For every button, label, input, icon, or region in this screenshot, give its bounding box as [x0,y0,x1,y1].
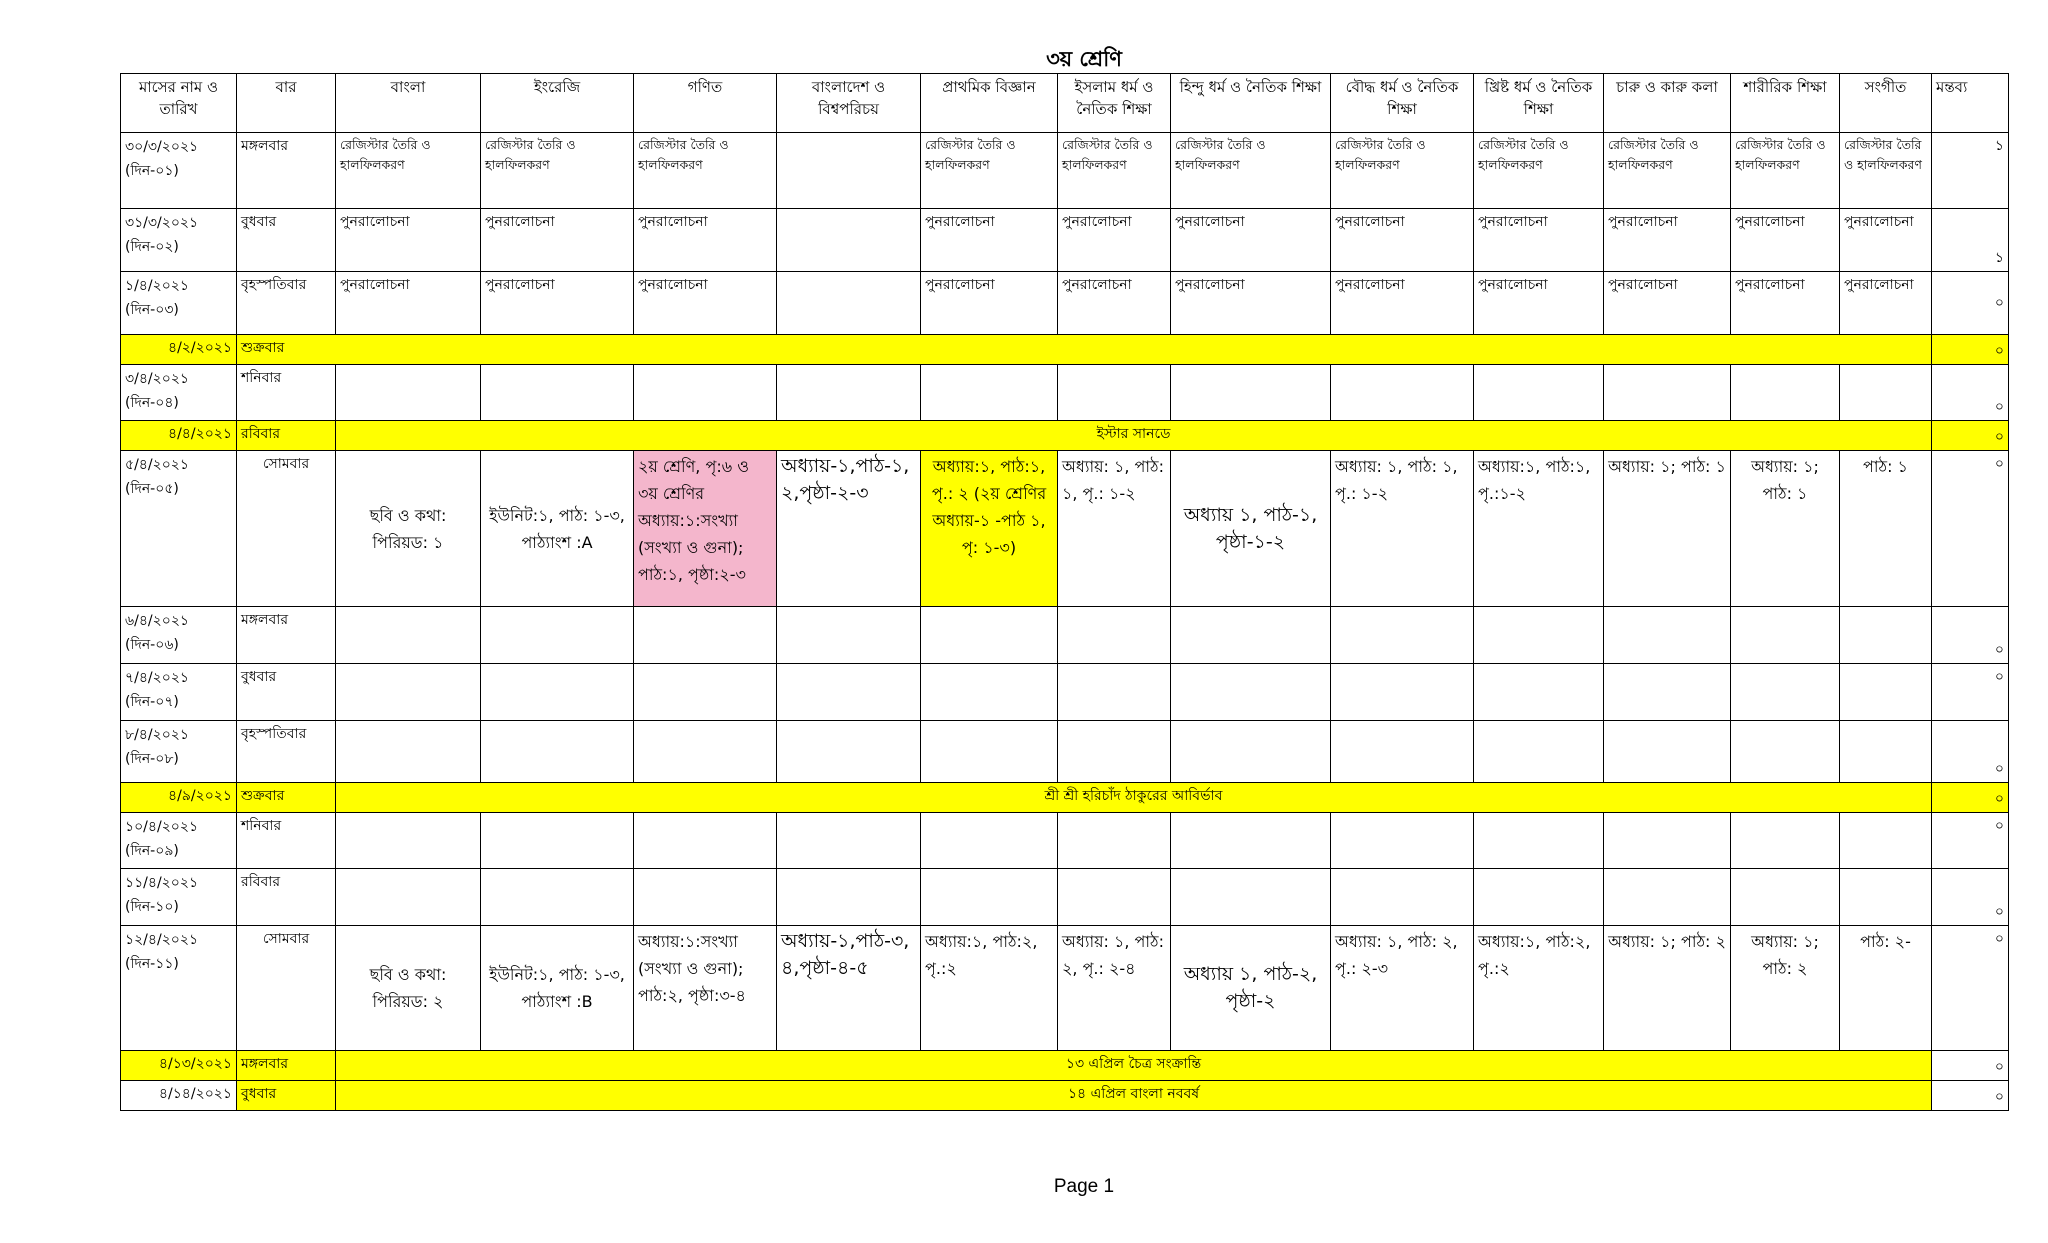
christ-cell [1474,664,1604,721]
date-text: ৮/৪/২০২১ [125,727,189,743]
bangla-cell [336,813,481,869]
math-cell: ২য় শ্রেণি, পৃ:৬ ও ৩য় শ্রেণির অধ্যায়:১:সংখ্যা (সংখ্যা ও গুনা); পাঠ:১, পৃষ্ঠা:২-৩ [634,451,777,607]
table-row [121,209,2009,272]
buddha-cell: পুনরালোচনা [1331,209,1474,272]
date-cell [121,365,237,421]
arts-cell [1604,813,1731,869]
math-cell: পুনরালোচনা [634,272,777,335]
buddha-cell: পুনরালোচনা [1331,272,1474,335]
english-cell [481,869,634,926]
bangla-cell [336,365,481,421]
bangla-cell: রেজিস্টার তৈরি ও হালফিলকরণ [336,133,481,209]
pe-cell: পুনরালোচনা [1731,272,1840,335]
islam-cell: অধ্যায়: ১, পাঠ: ১, পৃ.: ১-২ [1058,451,1171,607]
date-cell [121,209,237,272]
buddha-cell [1331,664,1474,721]
weekday-cell: মঙ্গলবার [237,1051,336,1081]
bangla-cell: পুনরালোচনা [336,209,481,272]
day-number: (দিন-০৬) [125,637,179,653]
date-cell [121,451,237,607]
table-row [121,365,2009,421]
christ-cell: রেজিস্টার তৈরি ও হালফিলকরণ [1474,133,1604,209]
date-cell: ৪/৪/২০২১ [121,421,237,451]
bgs-cell: অধ্যায়-১,পাঠ-৩,৪,পৃষ্ঠা-৪-৫ [777,926,921,1051]
table-row [121,869,2009,926]
pe-cell: অধ্যায়: ১; পাঠ: ১ [1731,451,1840,607]
christ-cell: অধ্যায়:১, পাঠ:২, পৃ.:২ [1474,926,1604,1051]
bgs-cell [777,209,921,272]
buddha-cell [1331,607,1474,664]
arts-cell [1604,869,1731,926]
islam-cell: রেজিস্টার তৈরি ও হালফিলকরণ [1058,133,1171,209]
holiday-row [121,783,2009,813]
date-cell [121,869,237,926]
holiday-row [121,421,2009,451]
day-number: (দিন-০৯) [125,843,179,859]
remark-cell: ০ [1932,1051,2009,1081]
buddha-cell: অধ্যায়: ১, পাঠ: ২, পৃ.: ২-৩ [1331,926,1474,1051]
weekday-cell: বুধবার [237,209,336,272]
page-number: Page 1 [1053,1176,1115,1197]
christ-cell [1474,721,1604,783]
bgs-cell [777,869,921,926]
islam-cell [1058,869,1171,926]
bgs-cell [777,133,921,209]
math-cell: পুনরালোচনা [634,209,777,272]
science-cell [921,365,1058,421]
weekday-cell: রবিবার [237,421,336,451]
science-cell [921,607,1058,664]
date-cell [121,813,237,869]
date-text: ১১/৪/২০২১ [125,875,199,891]
islam-cell [1058,607,1171,664]
science-cell [921,813,1058,869]
music-cell: পাঠ: ২- [1840,926,1932,1051]
hindu-cell [1171,664,1331,721]
buddha-cell [1331,365,1474,421]
holiday-row [121,335,2009,365]
header-row [121,74,2009,133]
music-cell [1840,664,1932,721]
hindu-cell [1171,813,1331,869]
remark-cell: ০ [1932,869,2009,926]
hindu-cell: পুনরালোচনা [1171,209,1331,272]
date-cell: ৪/২/২০২১ [121,335,237,365]
remark-cell: ১ [1932,133,2009,209]
holiday-name: ১৪ এপ্রিল বাংলা নববর্ষ [336,1081,1932,1111]
table-row [121,664,2009,721]
weekday-cell: শনিবার [237,813,336,869]
english-cell: পুনরালোচনা [481,272,634,335]
date-cell [121,926,237,1051]
bgs-cell [777,365,921,421]
date-text: ৭/৪/২০২১ [125,670,190,686]
science-cell [921,721,1058,783]
pe-cell [1731,721,1840,783]
science-cell: পুনরালোচনা [921,209,1058,272]
hindu-cell: রেজিস্টার তৈরি ও হালফিলকরণ [1171,133,1331,209]
hindu-cell [1171,869,1331,926]
hindu-cell [1171,607,1331,664]
weekday-cell: শনিবার [237,365,336,421]
col-header-bgs: বাংলাদেশ ও বিশ্বপরিচয় [777,74,921,133]
arts-cell: রেজিস্টার তৈরি ও হালফিলকরণ [1604,133,1731,209]
table-row [121,451,2009,607]
bgs-cell: অধ্যায়-১,পাঠ-১,২,পৃষ্ঠা-২-৩ [777,451,921,607]
date-text: ১২/৪/২০২১ [125,932,199,948]
col-header-bangla: বাংলা [336,74,481,133]
table-row [121,813,2009,869]
day-number: (দিন-০৩) [125,302,179,318]
date-cell [121,272,237,335]
math-cell [634,664,777,721]
col-header-hindu: হিন্দু ধর্ম ও নৈতিক শিক্ষা [1171,74,1331,133]
english-cell: ইউনিট:১, পাঠ: ১-৩, পাঠ্যাংশ :B [481,926,634,1051]
christ-cell [1474,365,1604,421]
remark-cell: ০ [1932,926,2009,1051]
col-header-remark: মন্তব্য [1932,74,2009,133]
date-cell: ৪/১৪/২০২১ [121,1081,237,1111]
arts-cell [1604,721,1731,783]
buddha-cell: রেজিস্টার তৈরি ও হালফিলকরণ [1331,133,1474,209]
music-cell [1840,721,1932,783]
music-cell [1840,813,1932,869]
english-cell [481,721,634,783]
pe-cell [1731,607,1840,664]
music-cell [1840,365,1932,421]
pe-cell [1731,869,1840,926]
hindu-cell: অধ্যায় ১, পাঠ-১, পৃষ্ঠা-১-২ [1171,451,1331,607]
holiday-name: ইস্টার সানডে [336,421,1932,451]
col-header-math: গণিত [634,74,777,133]
islam-cell: অধ্যায়: ১, পাঠ: ২, পৃ.: ২-৪ [1058,926,1171,1051]
english-cell [481,813,634,869]
arts-cell [1604,607,1731,664]
christ-cell [1474,607,1604,664]
col-header-science: প্রাথমিক বিজ্ঞান [921,74,1058,133]
islam-cell [1058,721,1171,783]
christ-cell [1474,869,1604,926]
col-header-christ: খ্রিষ্ট ধর্ম ও নৈতিক শিক্ষা [1474,74,1604,133]
day-number: (দিন-০৪) [125,395,179,411]
col-header-day: বার [237,74,336,133]
date-text: ১০/৪/২০২১ [125,819,199,835]
holiday-name: শ্রী শ্রী হরিচাঁদ ঠাকুরের আবির্ভাব [336,783,1932,813]
day-number: (দিন-০৮) [125,751,179,767]
table-row [121,926,2009,1051]
math-cell [634,721,777,783]
music-cell: পুনরালোচনা [1840,209,1932,272]
weekday-cell: বৃহস্পতিবার [237,272,336,335]
arts-cell: অধ্যায়: ১; পাঠ: ১ [1604,451,1731,607]
remark-cell: ০ [1932,365,2009,421]
class-schedule-table [120,73,2009,1111]
remark-cell: ০ [1932,272,2009,335]
date-cell: ৪/১৩/২০২১ [121,1051,237,1081]
english-cell: পুনরালোচনা [481,209,634,272]
bgs-cell [777,721,921,783]
buddha-cell [1331,813,1474,869]
science-cell: পুনরালোচনা [921,272,1058,335]
english-cell: ইউনিট:১, পাঠ: ১-৩, পাঠ্যাংশ :A [481,451,634,607]
weekday-cell: মঙ্গলবার [237,607,336,664]
pe-cell: অধ্যায়: ১; পাঠ: ২ [1731,926,1840,1051]
pe-cell [1731,664,1840,721]
weekday-cell: সোমবার [237,926,336,1051]
col-header-date: মাসের নাম ও তারিখ [121,74,237,133]
weekday-cell: রবিবার [237,869,336,926]
science-cell: রেজিস্টার তৈরি ও হালফিলকরণ [921,133,1058,209]
date-text: ৬/৪/২০২১ [125,613,190,629]
remark-cell: ০ [1932,664,2009,721]
weekday-cell: বুধবার [237,664,336,721]
table-row [121,721,2009,783]
day-number: (দিন-০২) [125,239,179,255]
arts-cell: অধ্যায়: ১; পাঠ: ২ [1604,926,1731,1051]
day-number: (দিন-০১) [125,163,179,179]
table-row [121,133,2009,209]
science-cell [921,664,1058,721]
col-header-pe: শারীরিক শিক্ষা [1731,74,1840,133]
date-text: ৩০/৩/২০২১ [125,139,199,155]
date-text: ৩১/৩/২০২১ [125,215,199,231]
islam-cell [1058,664,1171,721]
holiday-name: ১৩ এপ্রিল চৈত্র সংক্রান্তি [336,1051,1932,1081]
bangla-cell: পুনরালোচনা [336,272,481,335]
bgs-cell [777,664,921,721]
weekday-cell: শুক্রবার [237,335,1932,365]
christ-cell [1474,813,1604,869]
hindu-cell: পুনরালোচনা [1171,272,1331,335]
islam-cell [1058,813,1171,869]
date-cell [121,133,237,209]
arts-cell [1604,664,1731,721]
remark-cell: ০ [1932,421,2009,451]
col-header-english: ইংরেজি [481,74,634,133]
buddha-cell [1331,721,1474,783]
english-cell [481,607,634,664]
holiday-row [121,1051,2009,1081]
english-cell [481,365,634,421]
bangla-cell [336,869,481,926]
hindu-cell: অধ্যায় ১, পাঠ-২, পৃষ্ঠা-২ [1171,926,1331,1051]
math-cell [634,365,777,421]
col-header-arts: চারু ও কারু কলা [1604,74,1731,133]
hindu-cell [1171,721,1331,783]
arts-cell [1604,365,1731,421]
remark-cell: ০ [1932,813,2009,869]
buddha-cell: অধ্যায়: ১, পাঠ: ১, পৃ.: ১-২ [1331,451,1474,607]
music-cell: রেজিস্টার তৈরি ও হালফিলকরণ [1840,133,1932,209]
math-cell: অধ্যায়:১:সংখ্যা (সংখ্যা ও গুনা); পাঠ:২, পৃষ্ঠা:৩-৪ [634,926,777,1051]
christ-cell: অধ্যায়:১, পাঠ:১, পৃ.:১-২ [1474,451,1604,607]
music-cell [1840,607,1932,664]
pe-cell: রেজিস্টার তৈরি ও হালফিলকরণ [1731,133,1840,209]
weekday-cell: সোমবার [237,451,336,607]
remark-cell: ০ [1932,1081,2009,1111]
pe-cell [1731,813,1840,869]
arts-cell: পুনরালোচনা [1604,272,1731,335]
arts-cell: পুনরালোচনা [1604,209,1731,272]
date-cell [121,721,237,783]
science-cell: অধ্যায়:১, পাঠ:১, পৃ.: ২ (২য় শ্রেণির অধ্যায়-১ -পাঠ ১, পৃ: ১-৩) [921,451,1058,607]
weekday-cell: বুধবার [237,1081,336,1111]
science-cell: অধ্যায়:১, পাঠ:২, পৃ.:২ [921,926,1058,1051]
math-cell [634,607,777,664]
date-text: ১/৪/২০২১ [125,278,189,294]
table-row [121,607,2009,664]
bgs-cell [777,813,921,869]
date-cell: ৪/৯/২০২১ [121,783,237,813]
date-text: ৩/৪/২০২১ [125,371,190,387]
day-number: (দিন-০৫) [125,481,179,497]
remark-cell: ০ [1932,335,2009,365]
date-cell [121,664,237,721]
math-cell [634,869,777,926]
table-row [121,272,2009,335]
day-number: (দিন-১১) [125,956,179,972]
english-cell: রেজিস্টার তৈরি ও হালফিলকরণ [481,133,634,209]
day-number: (দিন-১০) [125,899,179,915]
islam-cell: পুনরালোচনা [1058,209,1171,272]
islam-cell: পুনরালোচনা [1058,272,1171,335]
bangla-cell [336,721,481,783]
remark-cell: ০ [1932,607,2009,664]
day-number: (দিন-০৭) [125,694,179,710]
remark-cell: ০ [1932,721,2009,783]
math-cell [634,813,777,869]
col-header-islam: ইসলাম ধর্ম ও নৈতিক শিক্ষা [1058,74,1171,133]
pe-cell [1731,365,1840,421]
bgs-cell [777,607,921,664]
date-cell [121,607,237,664]
remark-cell: ১ [1932,209,2009,272]
weekday-cell: শুক্রবার [237,783,336,813]
page-title: ৩য় শ্রেণি [1046,47,1122,71]
col-header-music: সংগীত [1840,74,1932,133]
islam-cell [1058,365,1171,421]
math-cell: রেজিস্টার তৈরি ও হালফিলকরণ [634,133,777,209]
english-cell [481,664,634,721]
remark-cell: ০ [1932,451,2009,607]
christ-cell: পুনরালোচনা [1474,209,1604,272]
hindu-cell [1171,365,1331,421]
bangla-cell [336,607,481,664]
weekday-cell: মঙ্গলবার [237,133,336,209]
bangla-cell: ছবি ও কথা: পিরিয়ড: ১ [336,451,481,607]
science-cell [921,869,1058,926]
bangla-cell [336,664,481,721]
bgs-cell [777,272,921,335]
remark-cell: ০ [1932,783,2009,813]
music-cell [1840,869,1932,926]
date-text: ৫/৪/২০২১ [125,457,189,473]
music-cell: পাঠ: ১ [1840,451,1932,607]
holiday-row [121,1081,2009,1111]
pe-cell: পুনরালোচনা [1731,209,1840,272]
bangla-cell: ছবি ও কথা: পিরিয়ড: ২ [336,926,481,1051]
buddha-cell [1331,869,1474,926]
christ-cell: পুনরালোচনা [1474,272,1604,335]
music-cell: পুনরালোচনা [1840,272,1932,335]
col-header-buddha: বৌদ্ধ ধর্ম ও নৈতিক শিক্ষা [1331,74,1474,133]
weekday-cell: বৃহস্পতিবার [237,721,336,783]
